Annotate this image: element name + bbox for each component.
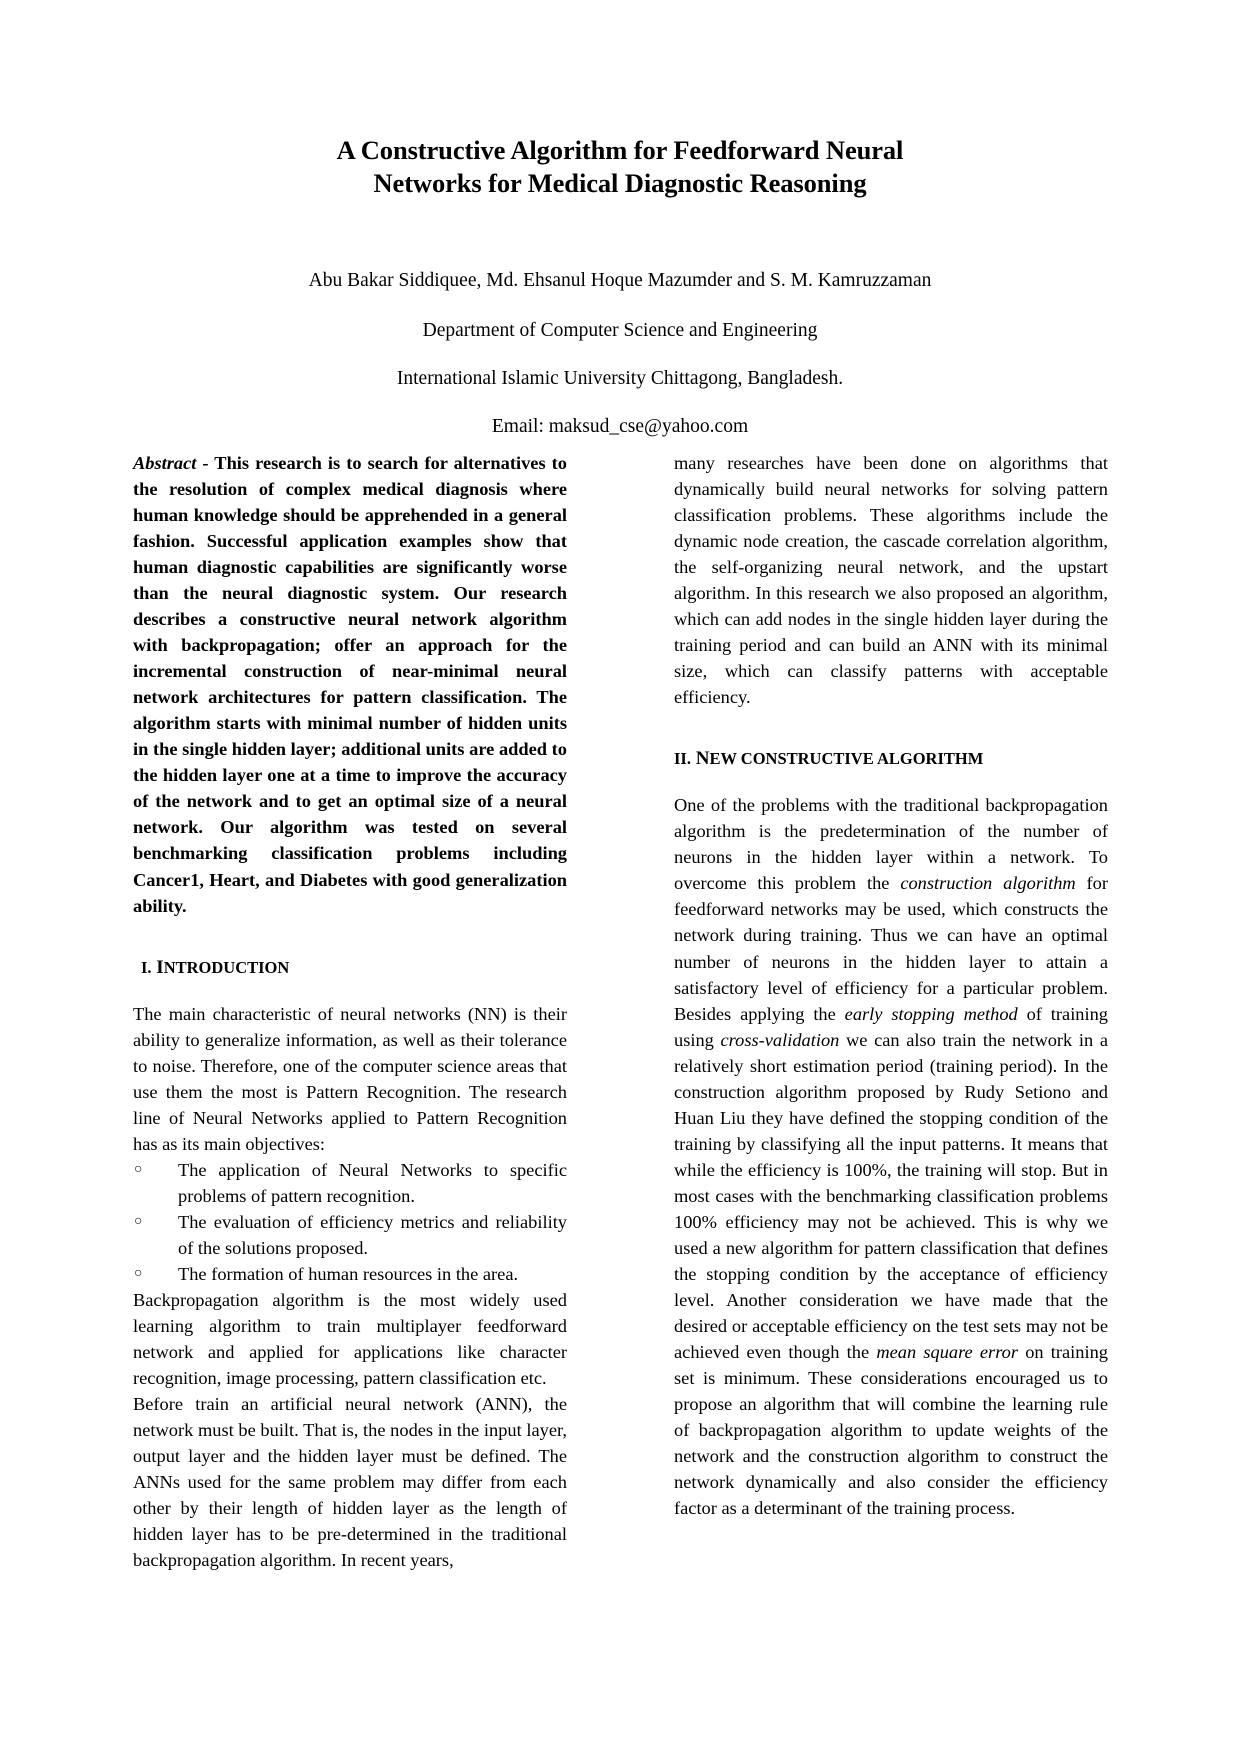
circle-bullet-icon: ○ bbox=[134, 1213, 143, 1229]
list-item bbox=[133, 1157, 567, 1209]
nc-text-a: One of the problems with the traditional backpropagation algorithm is the predetermination of the number of neurons in the hidden layer within a network. To overcome this problem the bbox=[674, 795, 1108, 894]
affiliation-department: Department of Computer Science and Engineering bbox=[422, 319, 818, 341]
page-title bbox=[270, 134, 970, 200]
list-item bbox=[133, 1209, 567, 1261]
title-line-1: A Constructive Algorithm for Feedforward Neural bbox=[336, 135, 904, 165]
title-line-2: Networks for Medical Diagnostic Reasoning bbox=[373, 168, 867, 199]
intro-paragraph-2: Backpropagation algorithm is the most widely used learning algorithm to train multiplayer feedforward network and applied for applications like character recognition, image processing, pattern classification etc. bbox=[133, 1289, 567, 1388]
right-column bbox=[674, 450, 1108, 1573]
section-title-rest-new-constructive: EW CONSTRUCTIVE ALGORITHM bbox=[709, 749, 984, 769]
contact-email: Email: maksud_cse@yahoo.com bbox=[491, 415, 749, 437]
abstract-text: This research is to search for alternatives to the resolution of complex medical diagnosis where human knowledge should be apprehended in a general fashion. Successful application examples show that human diagnostic capabilities are significantly worse than the neural diagnostic system. Our research describes a constructive neural network algorithm with backpropagation; offer an approach for the incremental construction of near-minimal neural network architectures for pattern classification. The algorithm starts with minimal number of hidden units in the single hidden layer; additional units are added to the hidden layer one at a time to improve the accuracy of the network and to get an optimal size of a neural network. Our algorithm was tested on several benchmarking classification problems including Cancer1, Heart, and Diabetes with good generalization ability. bbox=[133, 453, 567, 916]
title-block bbox=[0, 0, 1240, 438]
abstract-paragraph bbox=[133, 450, 567, 919]
new-constructive-paragraph-1 bbox=[674, 792, 1108, 1521]
nc-text-b: for feedforward networks may be used, which constructs the network during training. Thus we can have an optimal number of neurons in the hidden layer to attain a satisfactory level of efficiency for a particular problem. Besides applying the bbox=[674, 873, 1108, 1024]
author-list: Abu Bakar Siddiquee, Md. Ehsanul Hoque Mazumder and S. M. Kamruzzaman bbox=[308, 270, 932, 292]
nc-italic-construction-algorithm: construction algorithm bbox=[900, 873, 1076, 894]
intro-paragraph-3: Before train an artificial neural network (ANN), the network must be built. That is, the nodes in the input layer, output layer and the hidden layer must be defined. The ANNs used for the same problem may differ from each other by their length of hidden layer as the length of hidden layer has to be pre-determined in the traditional backpropagation algorithm. In recent years, bbox=[133, 1394, 567, 1571]
section-heading-introduction bbox=[133, 957, 567, 979]
nc-italic-mean-square-error: mean square error bbox=[876, 1341, 1019, 1362]
objective-text: The application of Neural Networks to specific problems of pattern recognition. bbox=[178, 1159, 567, 1206]
section-number-new-constructive: II. bbox=[674, 749, 691, 769]
nc-italic-early-stopping-method: early stopping method bbox=[844, 1003, 1018, 1024]
nc-text-e: on training set is minimum. These considerations encouraged us to propose an algorithm that will combine the learning rule of backpropagation algorithm to update weights of the network and the construction algorithm to construct the network dynamically and also consider the efficiency factor as a determinant of the training process. bbox=[674, 1341, 1108, 1519]
nc-italic-cross-validation: cross-validation bbox=[720, 1029, 840, 1050]
objective-text: The evaluation of efficiency metrics and reliability of the solutions proposed. bbox=[178, 1211, 567, 1258]
list-item bbox=[133, 1261, 567, 1287]
section-heading-new-constructive-algorithm bbox=[674, 748, 1108, 770]
section-title-rest-introduction: NTRODUCTION bbox=[163, 957, 290, 977]
nc-text-d: we can also train the network in a relatively short estimation period (training period). In the construction algorithm proposed by Rudy Setiono and Huan Liu they have defined the stopping condition of the training by classifying all the input patterns. It means that while the efficiency is 100%, the training will stop. But in most cases with the benchmarking classification problems 100% efficiency may not be achieved. This is why we used a new algorithm for pattern classification that defines the stopping condition by the acceptance of efficiency level. Another consideration we have made that the desired or acceptable efficiency on the test sets may not be achieved even though the bbox=[674, 1029, 1108, 1362]
abstract-label: Abstract bbox=[133, 453, 197, 473]
circle-bullet-icon: ○ bbox=[134, 1161, 143, 1177]
nc-text-c: of training using bbox=[674, 1003, 1108, 1050]
two-column-body bbox=[133, 450, 1108, 1573]
intro-paragraph-1: The main characteristic of neural networks (NN) is their ability to generalize information, as well as their tolerance to noise. Therefore, one of the computer science areas that use them the most is Pattern Recognition. The research line of Neural Networks applied to Pattern Recognition has as its main objectives: bbox=[133, 1003, 567, 1154]
circle-bullet-icon: ○ bbox=[134, 1265, 143, 1281]
abstract-dash: - bbox=[196, 453, 215, 473]
objectives-list bbox=[133, 1157, 567, 1287]
affiliation-university: International Islamic University Chittagong, Bangladesh. bbox=[396, 367, 844, 389]
objective-text: The formation of human resources in the area. bbox=[178, 1263, 519, 1284]
intro-paragraph-3-continued bbox=[674, 450, 1108, 710]
section-title-first-letter-new-constructive: N bbox=[695, 748, 710, 770]
section-title-first-letter-introduction: I bbox=[156, 956, 164, 978]
section-number-introduction: I. bbox=[141, 957, 152, 977]
intro-continuation-text: many researches have been done on algorithms that dynamically build neural networks for solving pattern classification problems. These algorithms include the dynamic node creation, the cascade correlation algorithm, the self-organizing neural network, and the upstart algorithm. In this research we also proposed an algorithm, which can add nodes in the single hidden layer during the training period and can build an ANN with its minimal size, which can classify patterns with acceptable efficiency. bbox=[674, 453, 1108, 708]
left-column bbox=[133, 450, 567, 1573]
